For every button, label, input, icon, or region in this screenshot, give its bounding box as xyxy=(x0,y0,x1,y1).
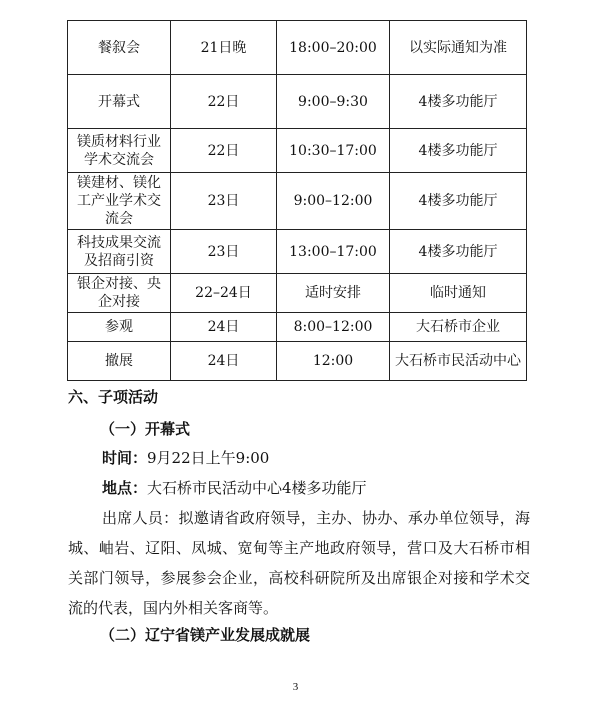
schedule-cell-event: 银企对接、央企对接 xyxy=(68,274,171,313)
schedule-row xyxy=(68,313,527,342)
schedule-cell-time: 12:00 xyxy=(277,342,390,381)
schedule-cell-place: 4楼多功能厅 xyxy=(390,173,527,230)
schedule-cell-date: 24日 xyxy=(171,342,277,381)
time-label: 时间： xyxy=(102,449,148,467)
page-number: 3 xyxy=(292,681,299,693)
schedule-cell-place: 以实际通知为准 xyxy=(390,21,527,75)
schedule-row xyxy=(68,173,527,230)
schedule-cell-date: 23日 xyxy=(171,230,277,274)
location-label: 地点： xyxy=(102,479,148,497)
subsection-opening-title: （一）开幕式 xyxy=(100,420,191,438)
opening-location-line xyxy=(102,473,564,503)
schedule-cell-time: 10:30–17:00 xyxy=(277,129,390,173)
schedule-cell-place: 4楼多功能厅 xyxy=(390,129,527,173)
schedule-row xyxy=(68,274,527,313)
schedule-row xyxy=(68,230,527,274)
section-title: 六、子项活动 xyxy=(68,388,159,406)
schedule-row xyxy=(68,342,527,381)
time-value: 9月22日上午9:00 xyxy=(147,449,270,467)
schedule-cell-date: 24日 xyxy=(171,313,277,342)
schedule-cell-place: 大石桥市民活动中心 xyxy=(390,342,527,381)
schedule-table-body xyxy=(68,21,527,381)
subsection-exhibition-title: （二）辽宁省镁产业发展成就展 xyxy=(100,626,311,644)
schedule-cell-event: 镁建材、镁化工产业学术交流会 xyxy=(68,173,171,230)
location-value: 大石桥市民活动中心4楼多功能厅 xyxy=(147,479,367,497)
schedule-cell-time: 18:00–20:00 xyxy=(277,21,390,75)
schedule-row xyxy=(68,75,527,129)
schedule-cell-event: 撤展 xyxy=(68,342,171,381)
schedule-cell-date: 22日 xyxy=(171,129,277,173)
opening-time-line xyxy=(102,443,564,473)
schedule-cell-date: 23日 xyxy=(171,173,277,230)
schedule-row xyxy=(68,129,527,173)
schedule-cell-place: 大石桥市企业 xyxy=(390,313,527,342)
schedule-cell-event: 餐叙会 xyxy=(68,21,171,75)
schedule-row xyxy=(68,21,527,75)
schedule-cell-date: 22–24日 xyxy=(171,274,277,313)
schedule-cell-date: 22日 xyxy=(171,75,277,129)
schedule-cell-place: 临时通知 xyxy=(390,274,527,313)
schedule-cell-time: 9:00–9:30 xyxy=(277,75,390,129)
schedule-cell-date: 21日晚 xyxy=(171,21,277,75)
schedule-cell-time: 适时安排 xyxy=(277,274,390,313)
schedule-table xyxy=(67,20,527,381)
schedule-cell-event: 镁质材料行业学术交流会 xyxy=(68,129,171,173)
schedule-cell-place: 4楼多功能厅 xyxy=(390,230,527,274)
schedule-cell-event: 开幕式 xyxy=(68,75,171,129)
schedule-cell-event: 参观 xyxy=(68,313,171,342)
attendees-paragraph: 出席人员：拟邀请省政府领导，主办、协办、承办单位领导，海城、岫岩、辽阳、凤城、宽甸等主产地政府领导，营口及大石桥市相关部门领导，参展参会企业，高校科研院所及出席银企对接和学术交流的代表，国内外相关客商等。 xyxy=(68,509,530,617)
schedule-cell-event: 科技成果交流及招商引资 xyxy=(68,230,171,274)
schedule-cell-time: 8:00–12:00 xyxy=(277,313,390,342)
schedule-cell-time: 9:00–12:00 xyxy=(277,173,390,230)
schedule-cell-time: 13:00–17:00 xyxy=(277,230,390,274)
schedule-cell-place: 4楼多功能厅 xyxy=(390,75,527,129)
